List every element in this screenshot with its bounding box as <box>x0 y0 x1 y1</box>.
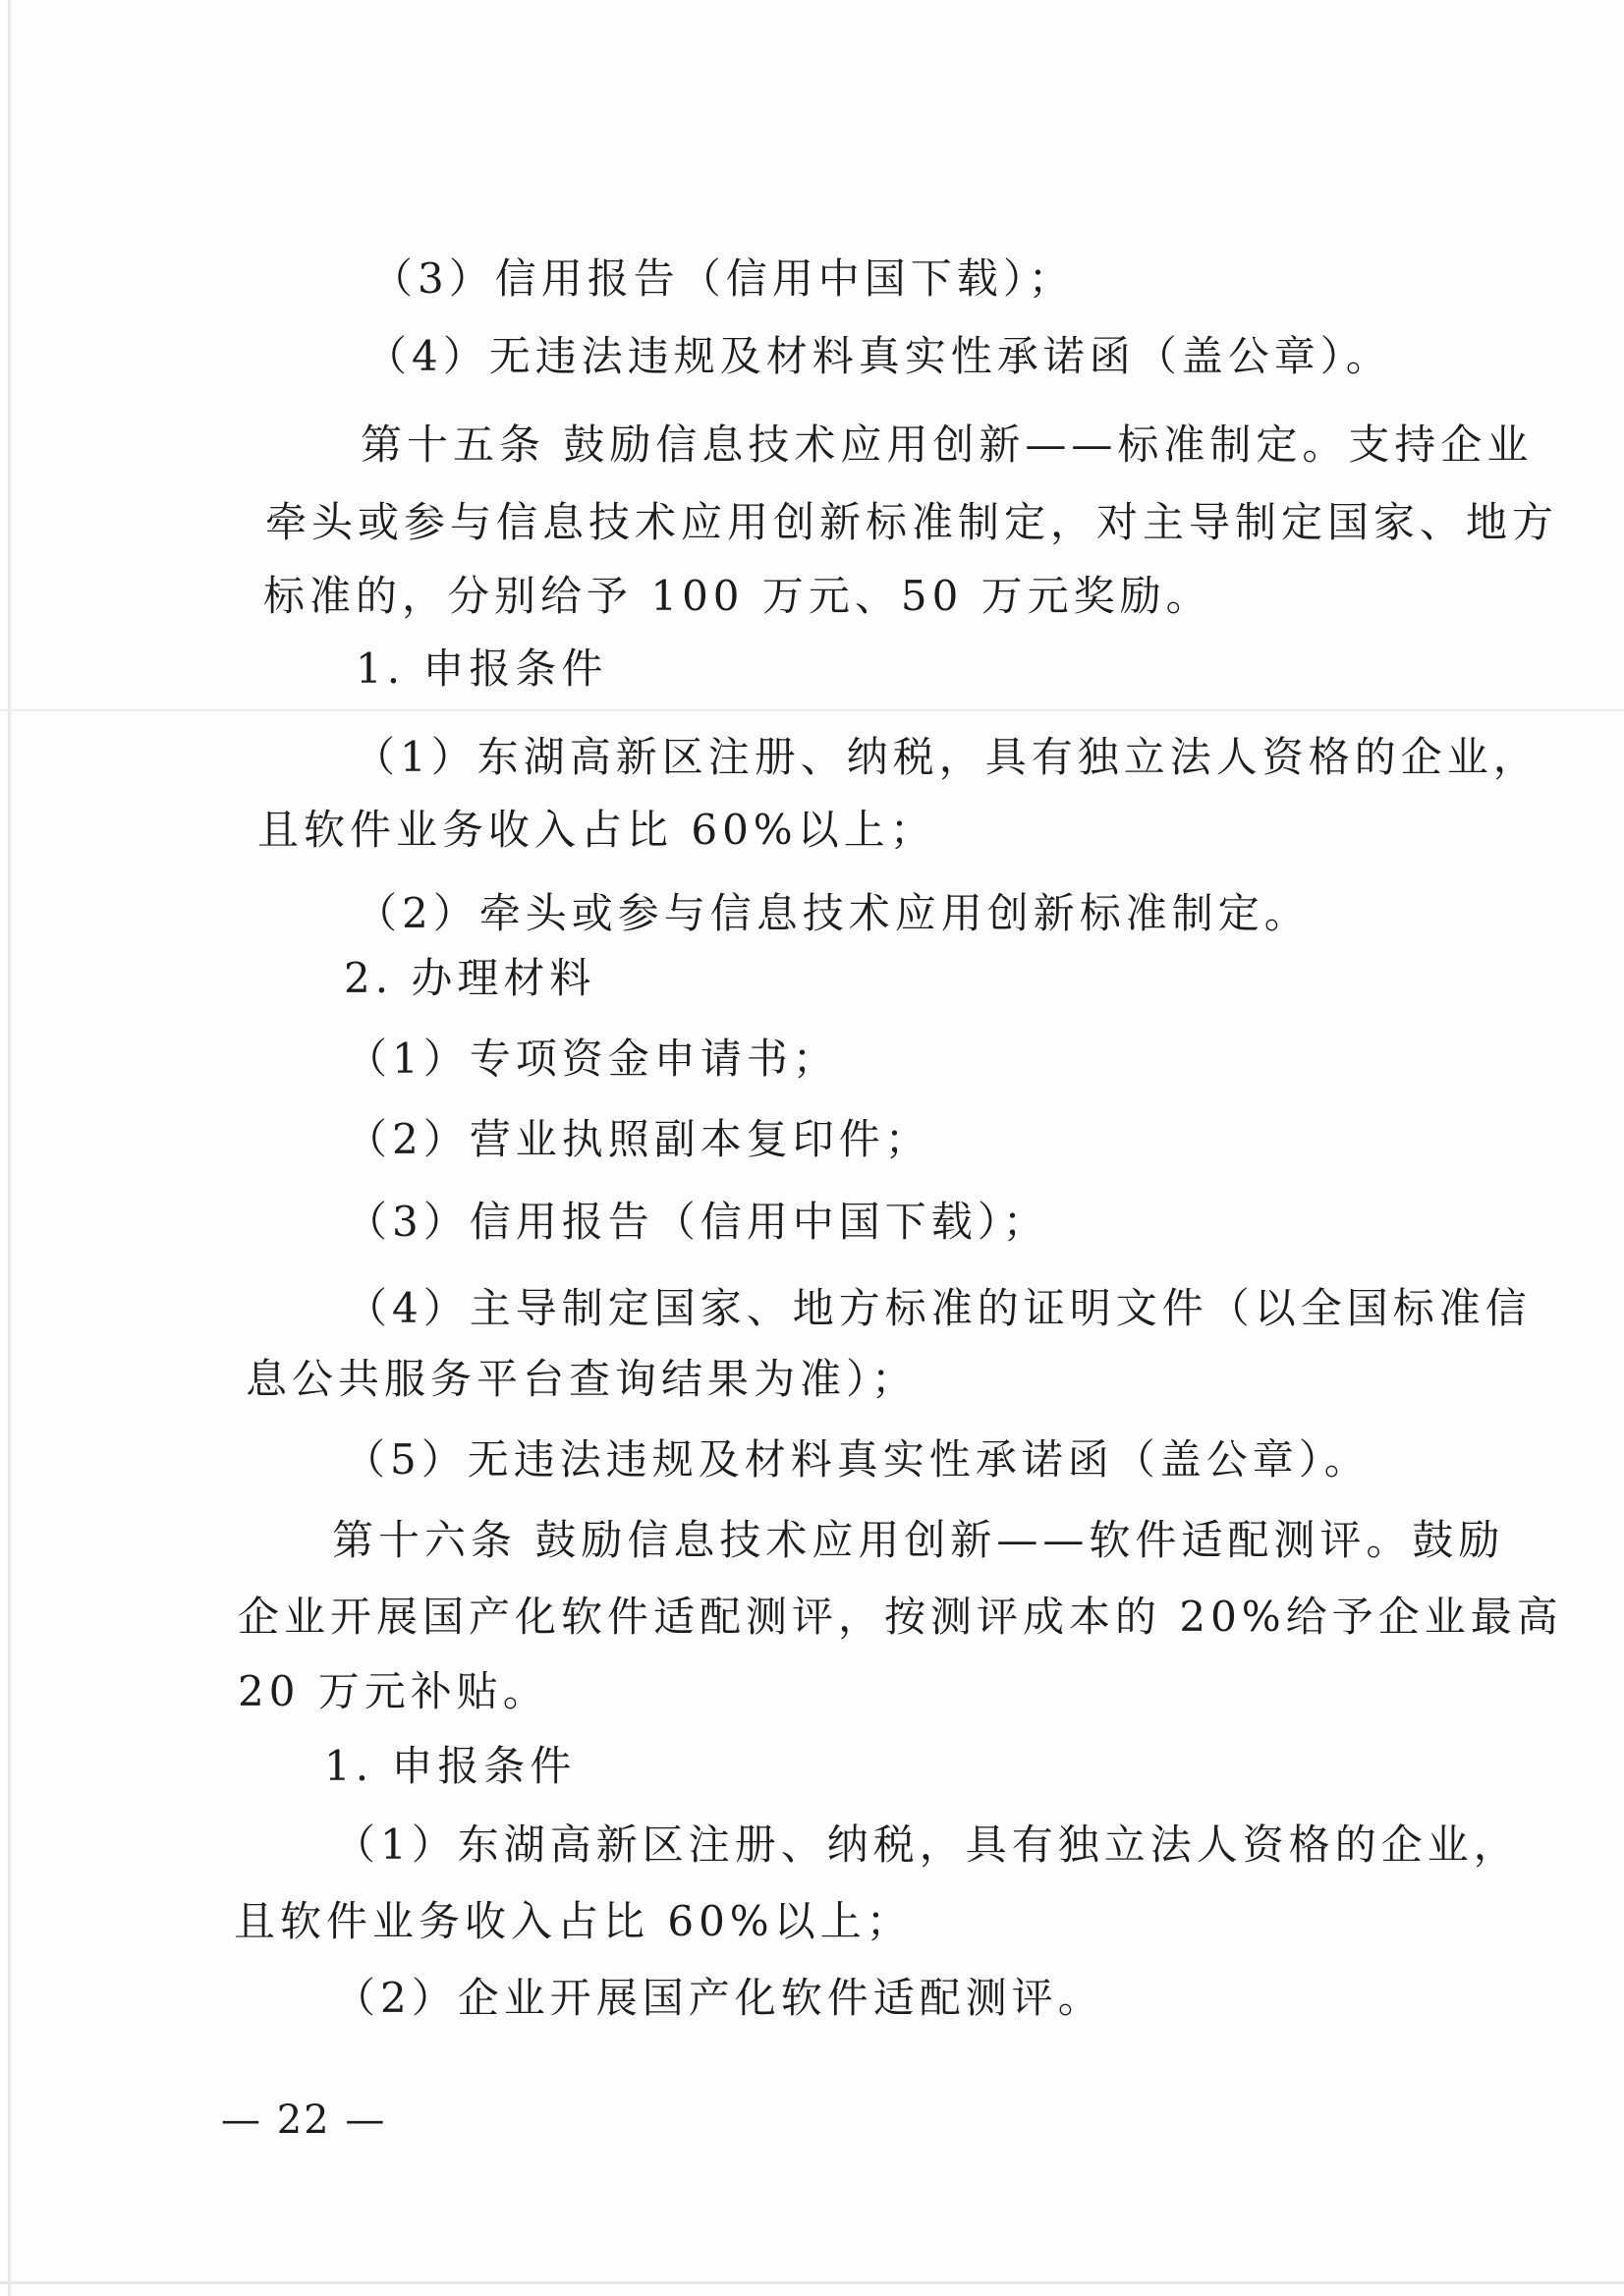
article-heading-16: 第十六条 鼓励信息技术应用创新——软件适配测评。鼓励 <box>332 1516 1505 1564</box>
text-line: （3）信用报告（信用中国下载）； <box>346 1198 1049 1246</box>
text-line: 20 万元补贴。 <box>238 1667 549 1715</box>
text-line: （3）信用报告（信用中国下载）； <box>371 254 1075 303</box>
text-line: （5）无违法违规及材料真实性承诺函（盖公章）。 <box>344 1435 1371 1484</box>
text-line: （1）专项资金申请书； <box>346 1035 839 1083</box>
scan-artifact-line-bottom <box>0 2281 1624 2284</box>
text-line: （1）东湖高新区注册、纳税，具有独立法人资格的企业， <box>354 733 1540 781</box>
section-heading: 1. 申报条件 <box>324 1742 577 1790</box>
section-heading: 2. 办理材料 <box>344 954 596 1002</box>
text-line: （2）企业开展国产化软件适配测评。 <box>334 1974 1104 2022</box>
text-line: （4）无违法违规及材料真实性承诺函（盖公章）。 <box>365 332 1392 380</box>
text-line: 且软件业务收入占比 60%以上； <box>257 806 936 854</box>
text-line: 牵头或参与信息技术应用创新标准制定，对主导制定国家、地方 <box>265 498 1559 546</box>
scan-artifact-line <box>0 709 1624 711</box>
text-line: 且软件业务收入占比 60%以上； <box>234 1897 913 1945</box>
article-heading-15: 第十五条 鼓励信息技术应用创新——标准制定。支持企业 <box>361 420 1534 469</box>
text-line: 企业开展国产化软件适配测评，按测评成本的 20%给予企业最高 <box>238 1593 1563 1641</box>
text-line: （1）东湖高新区注册、纳税，具有独立法人资格的企业， <box>334 1820 1520 1869</box>
text-line: 标准的，分别给予 100 万元、50 万元奖励。 <box>263 572 1212 620</box>
binding-edge <box>8 0 12 2296</box>
section-heading: 1. 申报条件 <box>356 644 608 693</box>
text-line: 息公共服务平台查询结果为准）； <box>246 1355 919 1403</box>
text-line: （2）营业执照副本复印件； <box>346 1115 931 1163</box>
text-line: （4）主导制定国家、地方标准的证明文件（以全国标准信 <box>346 1284 1532 1332</box>
page-number: — 22 — <box>221 2098 387 2143</box>
text-line: （2）牵头或参与信息技术应用创新标准制定。 <box>356 889 1311 937</box>
